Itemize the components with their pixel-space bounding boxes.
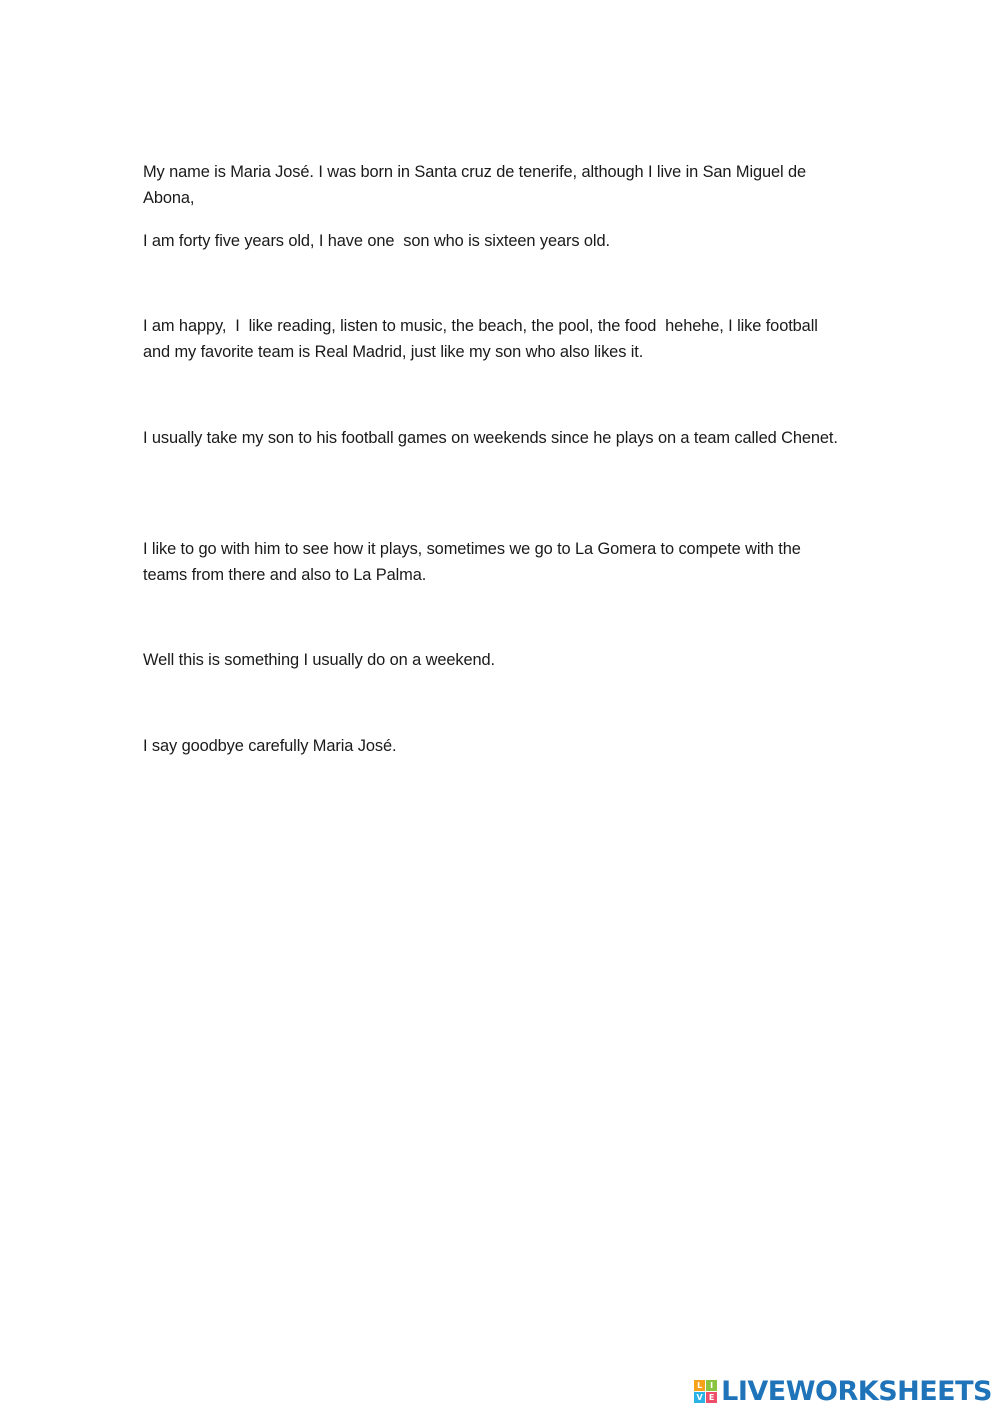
paragraph-age: I am forty five years old, I have one son who is sixteen years old. [143,232,610,250]
logo-mark-square: I [706,1380,717,1391]
logo-mark-square: V [694,1392,705,1403]
logo-mark-square: L [694,1380,705,1391]
paragraph-football-games: I usually take my son to his football games on weekends since he plays on a team called Chenet. [143,429,838,447]
paragraph-travel: I like to go with him to see how it plays, sometimes we go to La Gomera to compete with the teams from there and also to La Palma. [143,540,806,584]
liveworksheets-logo-icon [694,1380,718,1404]
logo-mark-square: E [706,1392,717,1403]
liveworksheets-logo [694,1377,992,1407]
paragraph-weekend: Well this is something I usually do on a weekend. [143,651,495,669]
paragraph-intro: My name is Maria José. I was born in Santa cruz de tenerife, although I live in San Miguel de Abona, [143,163,810,207]
paragraph-goodbye: I say goodbye carefully Maria José. [143,737,397,755]
paragraph-hobbies: I am happy, I like reading, listen to music, the beach, the pool, the food hehehe, I like football and my favorite team is Real Madrid, just like my son who also likes it. [143,317,823,361]
logo-wordmark: LIVEWORKSHEETS [721,1376,992,1407]
